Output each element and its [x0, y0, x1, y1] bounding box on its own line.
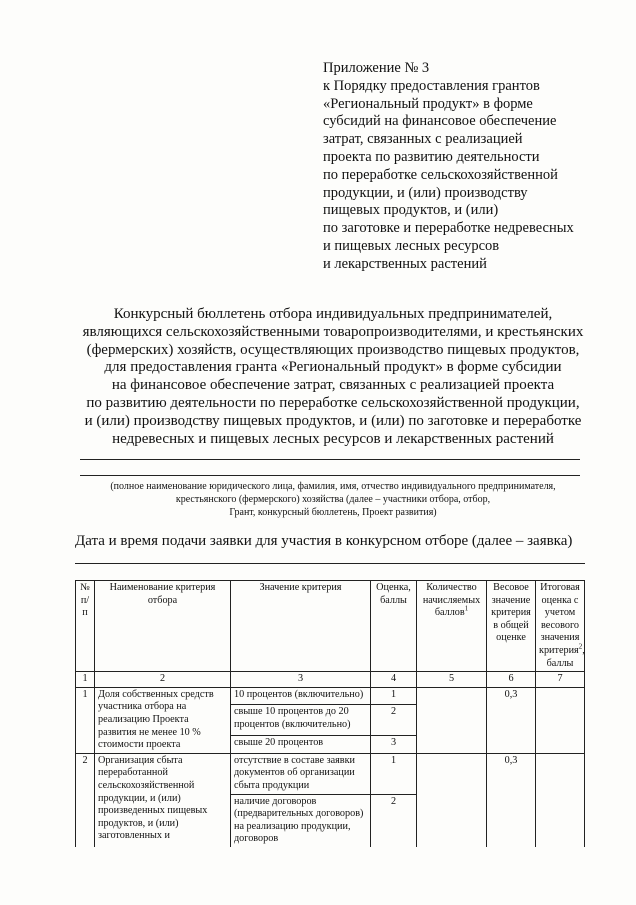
submission-date-label: Дата и время подачи заявки для участия в конкурсном отборе (далее – заявка) — [75, 533, 573, 549]
title-line: Конкурсный бюллетень отбора индивидуальных предпринимателей, — [113, 306, 553, 322]
table-row — [76, 687, 585, 704]
title-line: недревесных и пищевых лесных ресурсов и лекарственных растений — [112, 430, 554, 447]
fill-line — [80, 475, 580, 476]
caption-line: (полное наименование юридического лица, фамилия, имя, отчество индивидуального предпринимателя, — [110, 481, 556, 492]
caption-line: Грант, конкурсный бюллетень, Проект развития) — [229, 507, 437, 518]
annex-line: к Порядку предоставления грантов — [323, 77, 540, 94]
row-num: 2 — [76, 753, 95, 847]
fill-line — [80, 459, 580, 460]
header-total-suffix: , баллы — [546, 644, 585, 669]
criterion-name: Доля собственных средств участника отбора на реализацию Проекта развития не менее 10 % стоимости проекта — [95, 687, 231, 753]
title-line: являющихся сельскохозяйственными товаропроизводителями, и крестьянских — [82, 323, 584, 340]
total-cell — [536, 753, 585, 847]
fill-line — [75, 563, 585, 564]
criterion-value: отсутствие в составе заявки документов об организации сбыта продукции — [231, 753, 371, 794]
header-weight: Весовое значение критерия в общей оценке — [487, 581, 536, 672]
name-caption — [66, 480, 600, 519]
annex-line: по заготовке и переработке недревесных — [323, 220, 574, 237]
col-number: 1 — [76, 672, 95, 688]
points-count-cell — [417, 687, 487, 753]
criterion-value: свыше 20 процентов — [231, 736, 371, 753]
criteria-table — [75, 580, 585, 847]
row-num: 1 — [76, 687, 95, 753]
column-number-row — [76, 672, 585, 688]
col-number: 4 — [371, 672, 417, 688]
weight-cell: 0,3 — [487, 687, 536, 753]
weight-cell: 0,3 — [487, 753, 536, 847]
annex-line: «Региональный продукт» в форме — [323, 95, 533, 112]
criterion-score: 1 — [371, 687, 417, 704]
table-row — [76, 753, 585, 794]
col-number: 5 — [417, 672, 487, 688]
annex-line: затрат, связанных с реализацией — [323, 131, 523, 148]
header-total — [536, 581, 585, 672]
header-points-count — [417, 581, 487, 672]
col-number: 7 — [536, 672, 585, 688]
annex-line: Приложение № 3 — [323, 60, 430, 76]
header-num: № п/п — [76, 581, 95, 672]
col-number: 6 — [487, 672, 536, 688]
annex-header — [323, 60, 613, 274]
header-points-count-text: Количество начисляемых баллов — [422, 582, 481, 619]
footnote-mark: 1 — [464, 604, 469, 613]
annex-line: проекта по развитию деятельности — [323, 148, 540, 165]
header-score: Оценка, баллы — [371, 581, 417, 672]
criterion-score: 3 — [371, 736, 417, 753]
title-line: по развитию деятельности по переработке сельскохозяйственной продукции, — [86, 394, 580, 411]
annex-line: по переработке сельскохозяйственной — [323, 166, 558, 183]
total-cell — [536, 687, 585, 753]
col-number: 3 — [231, 672, 371, 688]
annex-line: продукции, и (или) производству — [323, 184, 528, 201]
col-number: 2 — [95, 672, 231, 688]
points-count-cell — [417, 753, 487, 847]
annex-line: пищевых продуктов, и (или) — [323, 202, 499, 219]
criterion-value: наличие договоров (предварительных договоров) на реализацию продукции, договоров — [231, 794, 371, 847]
criterion-score: 1 — [371, 753, 417, 794]
annex-line: субсидий на финансовое обеспечение — [323, 113, 557, 130]
title-line: для предоставления гранта «Региональный продукт» в форме субсидии — [104, 359, 562, 376]
criterion-value: 10 процентов (включительно) — [231, 687, 371, 704]
footnote-mark: 2 — [578, 642, 583, 651]
header-total-text: Итоговая оценка с учетом весового значения критерия — [539, 582, 580, 656]
title-line: на финансовое обеспечение затрат, связанных с реализацией проекта — [111, 377, 555, 394]
document-title — [60, 306, 606, 448]
header-criterion-name: Наименование критерия отбора — [95, 581, 231, 672]
criterion-name: Организация сбыта переработанной сельскохозяйственной продукции, и (или) произведенных пищевых продуктов, и (или) заготовленных и — [95, 753, 231, 847]
criterion-score: 2 — [371, 794, 417, 847]
annex-line: и пищевых лесных ресурсов — [323, 237, 500, 254]
title-line: и (или) производству пищевых продуктов, и (или) по заготовке и переработке — [84, 412, 582, 429]
criterion-value: свыше 10 процентов до 20 процентов (включительно) — [231, 705, 371, 736]
table-header-row — [76, 581, 585, 672]
criterion-score: 2 — [371, 705, 417, 736]
caption-line: крестьянского (фермерского) хозяйства (далее – участники отбора, отбор, — [175, 494, 491, 505]
title-line: (фермерских) хозяйств, осуществляющих производство пищевых продуктов, — [86, 341, 580, 358]
header-criterion-value: Значение критерия — [231, 581, 371, 672]
annex-line: и лекарственных растений — [323, 255, 487, 272]
